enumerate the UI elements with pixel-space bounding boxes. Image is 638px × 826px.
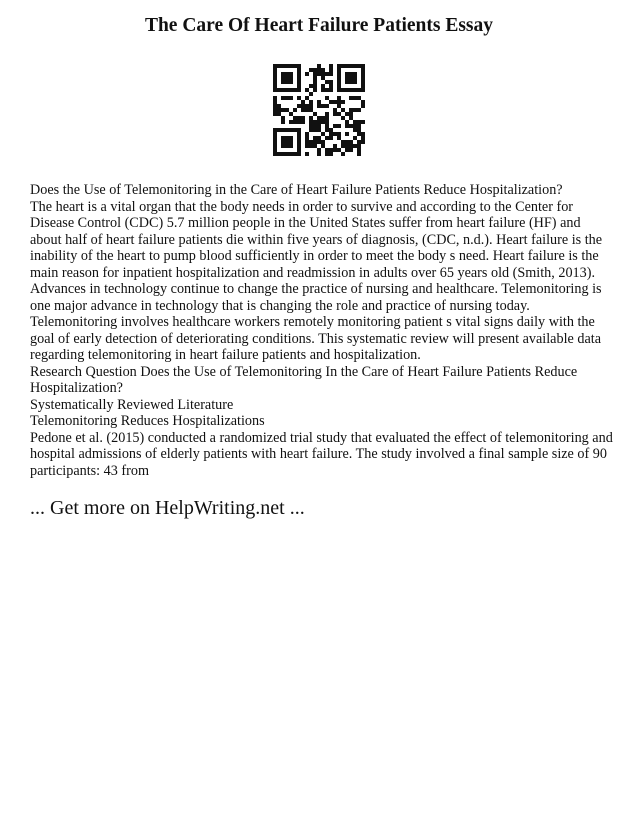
essay-heading-hospitalizations: Telemonitoring Reduces Hospitalizations [30,413,265,429]
get-more-link[interactable]: ... Get more on HelpWriting.net ... [30,497,305,519]
page-title: The Care Of Heart Failure Patients Essay [144,15,494,36]
essay-paragraph-question: Does the Use of Telemonitoring in the Care of Heart Failure Patients Reduce Hospitalization? [30,182,563,198]
essay-body [30,182,614,479]
essay-paragraph-intro: The heart is a vital organ that the body needs in order to survive and according to the Center for Disease Control (CDC) 5.7 million people in the United States suffer from heart failure (HF) and about half of heart failure patients die within five years of diagnosis, (CDC, n.d.). Heart failure is the inability of the heart to pump blood sufficiently in order to meet the body s need. Heart failure is the main reason for inpatient hospitalization and readmission in adults over 65 years old (Smith, 2013). [30,198,603,281]
essay-paragraph-study: Pedone et al. (2015) conducted a randomized trial study that evaluated the effect of telemonitoring and hospital admissions of elderly patients with heart failure. The study involved a final sample size of 90 participants: 43 from [30,429,613,479]
essay-paragraph-research-question: Research Question Does the Use of Telemonitoring In the Care of Heart Failure Patients Reduce Hospitalization? [30,363,578,396]
qr-code-icon [273,64,365,156]
essay-heading-literature: Systematically Reviewed Literature [30,396,234,413]
essay-paragraph-technology: Advances in technology continue to change the practice of nursing and healthcare. Telemonitoring is one major advance in technology that is changing the role and practice of nursing today. Telemonitoring involves healthcare workers remotely monitoring patient s vital signs daily with the goal of early detection of deteriorating conditions. This systematic review will present available data regarding telemonitoring in heart failure patients and hospitalization. [30,281,602,363]
